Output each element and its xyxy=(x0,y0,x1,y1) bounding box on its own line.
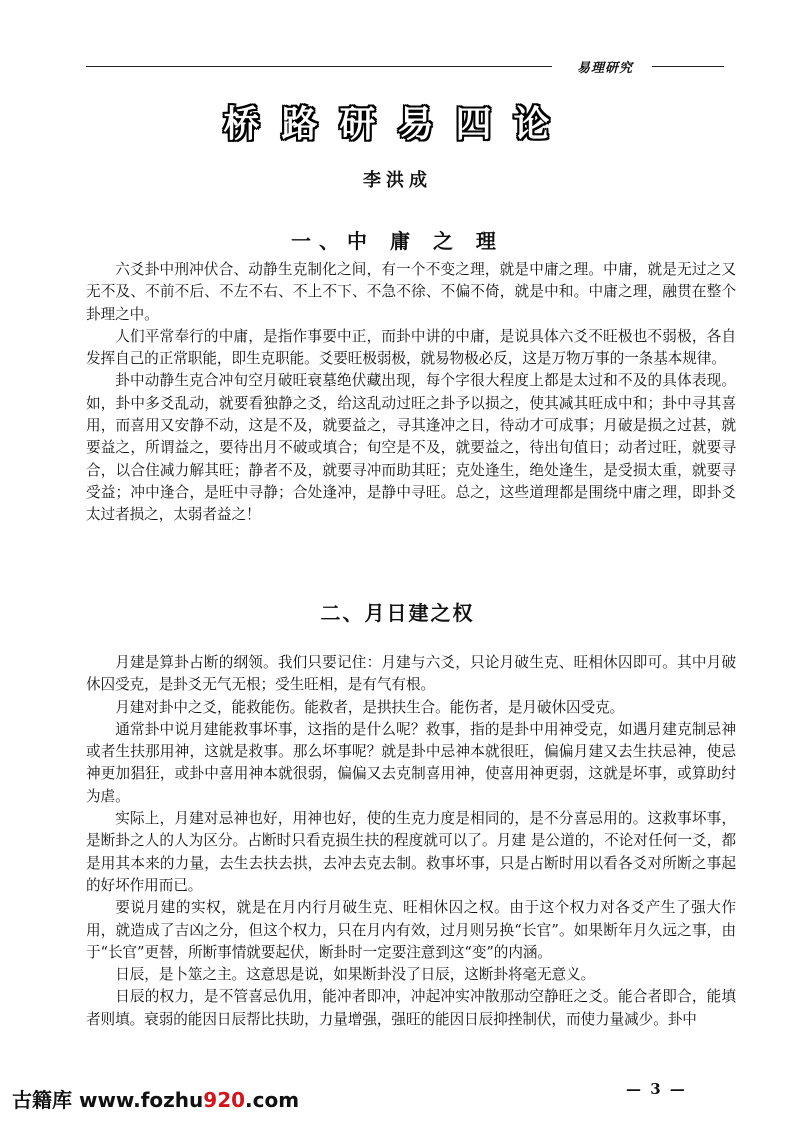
watermark xyxy=(12,1084,299,1113)
paragraph: 日辰的权力，是不管喜忌仇用，能冲者即冲，冲起冲实冲散那动空静旺之爻。能合者即合，能填者则填。衰弱的能因日辰帮比扶助，力量增强，强旺的能因日辰抑挫制伏，而使力量减少。卦中 xyxy=(86,988,736,1028)
watermark-url-digits: 920 xyxy=(203,1088,246,1112)
paragraph: 实际上，月建对忌神也好，用神也好，使的生克力度是相同的，是不分喜忌用的。这救事坏事，是断卦之人的人为区分。占断时只看克损生扶的程度就可以了。月建 是公道的，不论对任何一爻，都是用其本来的力量，去生去扶去拱，去冲去克去制。救事坏事，只是占断时用以看各爻对所断之事起的好坏作用而已。 xyxy=(86,810,736,894)
paragraph: 月建对卦中之爻，能救能伤。能救者，是拱扶生合。能伤者，是月破休囚受克。 xyxy=(115,698,625,716)
paragraph: 人们平常奉行的中庸，是指作事要中正，而卦中讲的中庸，是说具体六爻不旺极也不弱极，各自发挥自己的正常职能，即生克职能。爻要旺极弱极，就易物极必反，这是万物万事的一条基本规律。 xyxy=(86,327,736,368)
paragraph: 六爻卦中刑冲伏合、动静生克制化之间，有一个不变之理，就是中庸之理。中庸，就是无过之又无不及、不前不后、不左不右、不上不下、不急不徐、不偏不倚，就是中和。中庸之理，融贯在整个卦理之中。 xyxy=(86,261,736,323)
article-title: 桥路研易四论 xyxy=(223,104,572,145)
section-body-2 xyxy=(86,652,736,1031)
article-author: 李洪成 xyxy=(363,170,432,191)
paragraph: 卦中动静生克合冲旬空月破旺衰墓绝伏藏出现，每个字很大程度上都是太过和不及的具体表现。如，卦中多爻乱动，就要看独静之爻，给这乱动过旺之卦予以损之，使其减其旺成中和；卦中寻其喜用，而喜用又安静不动，这是不及，就要益之，寻其逢冲之日，待动才可成事；月破是损之过甚，就要益之，所谓益之，要待出月不破或填合；旬空是不及，就要益之，待出旬值日；动者过旺，就要寻合，以合住减力解其旺；静者不及，就要寻冲而助其旺；克处逢生，绝处逢生，是受损太重，就要寻受益；冲中逢合，是旺中寻静；合处逢冲，是静中寻旺。总之，这些道理都是围绕中庸之理，即卦爻太过者损之，太弱者益之！ xyxy=(86,372,736,524)
page-number: — 3 — xyxy=(626,1080,687,1098)
running-header: 易理研究 xyxy=(576,61,633,76)
section-body-1 xyxy=(86,259,736,527)
watermark-site-name: 古籍库 xyxy=(12,1088,72,1112)
section-heading-2: 二、月日建之权 xyxy=(320,601,475,625)
watermark-url xyxy=(79,1088,299,1112)
paragraph: 要说月建的实权，就是在月内行月破生克、旺相休囚之权。由于这个权力对各爻产生了强大作用，就造成了吉凶之分，但这个权力，只在月内有效，过月则另换“长官”。如果断年月久远之事，由于“长官”更替，所断事情就要起伏，断卦时一定要注意到这“变”的内涵。 xyxy=(86,899,736,961)
watermark-url-prefix: www.fozhu xyxy=(78,1088,204,1112)
paragraph: 通常卦中说月建能救事坏事，这指的是什么呢？救事，指的是卦中用神受克，如遇月建克制忌神或者生扶那用神，这就是救事。那么坏事呢？就是卦中忌神本就很旺，偏偏月建又去生扶忌神，使忌神更加猖狂，或卦中喜用神本就很弱，偏偏又去克制喜用神，使喜用神更弱，这就是坏事，或算助纣为虐。 xyxy=(86,720,736,805)
paragraph: 日辰，是卜筮之主。这意思是说，如果断卦没了日辰，这断卦将毫无意义。 xyxy=(115,966,596,984)
section-heading-1: 一、中 庸 之 理 xyxy=(291,229,504,253)
header-rule-left xyxy=(86,66,552,67)
watermark-url-suffix: .com xyxy=(245,1088,300,1112)
paragraph: 月建是算卦占断的纲领。我们只要记住：月建与六爻，只论月破生克、旺相休囚即可。其中月破休囚受克，是卦爻无气无根；受生旺相，是有气有根。 xyxy=(86,654,736,694)
header-rule-right xyxy=(652,66,724,67)
